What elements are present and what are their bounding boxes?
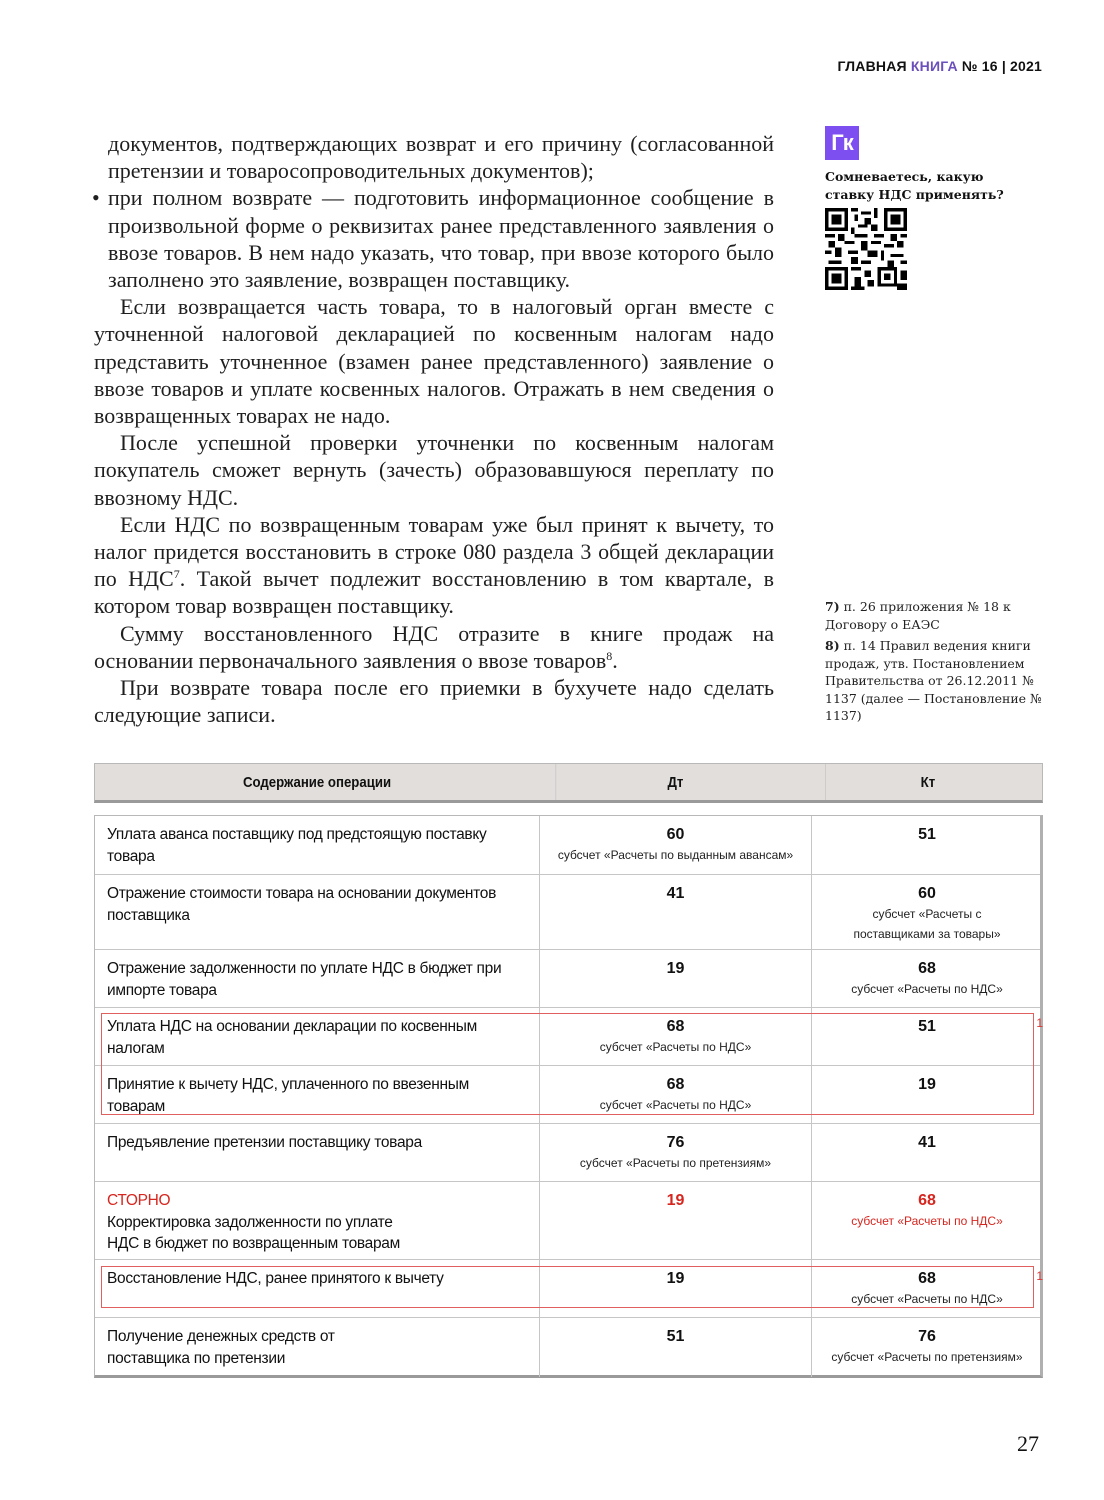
debit-subaccount: субсчет «Расчеты по НДС» bbox=[599, 1098, 752, 1112]
paragraph bbox=[94, 511, 774, 620]
promo-line: Сомневаетесь, какую bbox=[825, 169, 984, 184]
debit-account: 76 bbox=[666, 1134, 685, 1151]
highlight-marker: 1 bbox=[1036, 1269, 1043, 1283]
credit-account: 19 bbox=[918, 1076, 936, 1093]
credit-account: 68 bbox=[918, 960, 936, 977]
brand-accent: КНИГА bbox=[910, 58, 958, 74]
debit-cell bbox=[539, 1008, 811, 1067]
table-row-storno bbox=[95, 1181, 1040, 1259]
table-body bbox=[94, 815, 1043, 1378]
debit-account: 19 bbox=[666, 1270, 685, 1287]
operation-text: Отражение задолженности по уплате НДС в бюджет при импорте товара bbox=[107, 960, 502, 999]
table-row bbox=[95, 1317, 1040, 1375]
paragraph-text: . Такой вычет подлежит восстановлению в том квартале, в котором товар возвращен поставщику. bbox=[94, 566, 774, 619]
table-header bbox=[94, 763, 1043, 803]
credit-cell bbox=[811, 1318, 1042, 1377]
credit-cell bbox=[811, 1008, 1042, 1067]
debit-cell bbox=[539, 1318, 811, 1377]
table-row bbox=[95, 816, 1040, 874]
credit-cell bbox=[811, 1066, 1042, 1125]
table-row bbox=[95, 1123, 1040, 1181]
paragraph: Если возвращается часть товара, то в налоговый орган вместе с уточненной налоговой декларацией по косвенным налогам надо представить уточненное (взамен ранее представленного) заявление о ввозе товаров и уплате косвенных налогов. Отражать в нем сведения о возвращенных товарах не надо. bbox=[94, 294, 774, 429]
credit-account: 68 bbox=[918, 1270, 936, 1287]
operation-cell bbox=[95, 875, 539, 952]
footnote-ref-7[interactable]: 7 bbox=[173, 567, 180, 582]
table-row bbox=[95, 1007, 1040, 1065]
magazine-header bbox=[837, 58, 1042, 74]
credit-account: 68 bbox=[918, 1192, 936, 1209]
operation-cell bbox=[95, 950, 539, 1009]
paragraph-text: . bbox=[612, 647, 618, 673]
debit-account: 68 bbox=[666, 1076, 685, 1093]
credit-account: 76 bbox=[918, 1328, 936, 1345]
credit-cell bbox=[811, 1124, 1042, 1181]
issue-number: № 16 | 2021 bbox=[961, 58, 1042, 74]
debit-account: 68 bbox=[666, 1018, 685, 1035]
debit-cell bbox=[539, 1260, 811, 1317]
operation-text: Восстановление НДС, ранее принятого к вычету bbox=[107, 1270, 444, 1287]
debit-cell bbox=[539, 875, 811, 952]
debit-subaccount: субсчет «Расчеты по НДС» bbox=[599, 1040, 752, 1054]
table-row bbox=[95, 949, 1040, 1007]
credit-subaccount: субсчет «Расчеты по претензиям» bbox=[831, 1350, 1023, 1364]
operation-text: Корректировка задолженности по уплате НДС в бюджет по возвращенным товарам bbox=[107, 1213, 400, 1252]
header-debit: Дт bbox=[555, 764, 794, 800]
credit-subaccount: субсчет «Расчеты по НДС» bbox=[851, 1292, 1003, 1306]
credit-account: 51 bbox=[918, 1018, 936, 1035]
debit-cell bbox=[539, 1066, 811, 1125]
operation-text: Получение денежных средств от поставщика по претензии bbox=[107, 1328, 335, 1367]
operation-text: Предъявление претензии поставщику товара bbox=[107, 1134, 422, 1151]
debit-account: 19 bbox=[666, 960, 685, 977]
header-credit: Кт bbox=[825, 764, 1030, 800]
footnote-text: п. 14 Правил ведения книги продаж, утв. Постановлением Правительства от 26.12.2011 № 1137 (далее — Постановление № 1137) bbox=[825, 638, 1042, 723]
credit-cell bbox=[811, 1182, 1042, 1263]
footnote-text: п. 26 приложения № 18 к Договору о ЕАЭС bbox=[825, 599, 1011, 632]
credit-subaccount: субсчет «Расчеты по НДС» bbox=[851, 982, 1003, 996]
debit-cell bbox=[539, 950, 811, 1009]
paragraph-continued: документов, подтверждающих возврат и его причину (согласованной претензии и товаросопроводительных документов); bbox=[108, 131, 774, 184]
operation-cell bbox=[95, 1318, 539, 1377]
page-number: 27 bbox=[1017, 1431, 1039, 1456]
credit-cell bbox=[811, 816, 1042, 875]
credit-cell bbox=[811, 875, 1042, 952]
debit-cell bbox=[539, 1182, 811, 1263]
storno-label: СТОРНО bbox=[107, 1192, 171, 1209]
bullet-item bbox=[94, 184, 774, 293]
promo-text bbox=[825, 168, 1055, 204]
paragraph: При возврате товара после его приемки в бухучете надо сделать следующие записи. bbox=[94, 675, 774, 728]
operation-cell bbox=[95, 1008, 539, 1067]
operation-cell bbox=[95, 1066, 539, 1125]
footnote-8 bbox=[825, 637, 1065, 725]
paragraph-text: Если НДС по возвращенным товарам уже был принят к вычету, то налог придется восстановить в строке 080 раздела 3 общей декларации по НДС bbox=[94, 511, 774, 592]
bullet-text: при полном возврате — подготовить информационное сообщение в произвольной форме о реквизитах ранее представленного заявления о ввозе товаров. В нем надо указать, что товар, при ввозе которого было заполнено это заявление, возвращен поставщику. bbox=[108, 185, 774, 293]
credit-cell bbox=[811, 1260, 1042, 1317]
paragraph: После успешной проверки уточненки по косвенным налогам покупатель сможет вернуть (зачесть) образовавшуюся переплату по ввозному НДС. bbox=[94, 430, 774, 510]
table-row bbox=[95, 874, 1040, 949]
debit-subaccount: субсчет «Расчеты по выданным авансам» bbox=[557, 848, 794, 862]
highlight-marker: 1 bbox=[1036, 1016, 1043, 1030]
gk-logo-icon: Гк bbox=[825, 126, 859, 160]
footnote-7 bbox=[825, 598, 1065, 633]
debit-subaccount: субсчет «Расчеты по претензиям» bbox=[579, 1156, 772, 1170]
paragraph bbox=[94, 620, 774, 674]
footnote-number: 8) bbox=[825, 638, 840, 653]
operation-text: Уплата аванса поставщику под предстоящую поставку товара bbox=[107, 826, 487, 865]
operation-text: Отражение стоимости товара на основании документов поставщика bbox=[107, 885, 497, 924]
operation-cell bbox=[95, 1124, 539, 1181]
operation-text: Уплата НДС на основании декларации по косвенным налогам bbox=[107, 1018, 477, 1057]
table-row bbox=[95, 1065, 1040, 1123]
credit-account: 41 bbox=[918, 1134, 936, 1151]
operation-cell bbox=[95, 1182, 539, 1263]
debit-account: 41 bbox=[666, 885, 685, 902]
footnote-ref-8[interactable]: 8 bbox=[606, 648, 613, 663]
footnotes bbox=[825, 598, 1065, 729]
promo-line: ставку НДС применять? bbox=[825, 187, 1004, 202]
qr-code-icon[interactable] bbox=[825, 208, 907, 290]
article-body bbox=[94, 130, 774, 728]
sidebar-promo bbox=[825, 126, 1055, 294]
debit-account: 60 bbox=[666, 826, 685, 843]
credit-account: 51 bbox=[918, 826, 936, 843]
operation-cell bbox=[95, 816, 539, 875]
debit-account: 19 bbox=[666, 1192, 685, 1209]
credit-subaccount: субсчет «Расчеты по НДС» bbox=[851, 1214, 1003, 1228]
footnote-number: 7) bbox=[825, 599, 840, 614]
credit-subaccount: субсчет «Расчеты с поставщиками за товары» bbox=[853, 907, 1001, 941]
accounting-entries-table bbox=[94, 763, 1043, 1378]
debit-cell bbox=[539, 816, 811, 875]
debit-cell bbox=[539, 1124, 811, 1181]
table-row bbox=[95, 1259, 1040, 1317]
paragraph-text: Сумму восстановленного НДС отразите в книге продаж на основании первоначального заявления о ввозе товаров bbox=[94, 620, 774, 673]
operation-text: Принятие к вычету НДС, уплаченного по ввезенным товарам bbox=[107, 1076, 469, 1115]
debit-account: 51 bbox=[666, 1328, 685, 1345]
credit-cell bbox=[811, 950, 1042, 1009]
operation-cell bbox=[95, 1260, 539, 1317]
header-operation: Содержание операции bbox=[242, 773, 392, 791]
credit-account: 60 bbox=[918, 885, 936, 902]
brand-main: ГЛАВНАЯ bbox=[837, 58, 907, 74]
